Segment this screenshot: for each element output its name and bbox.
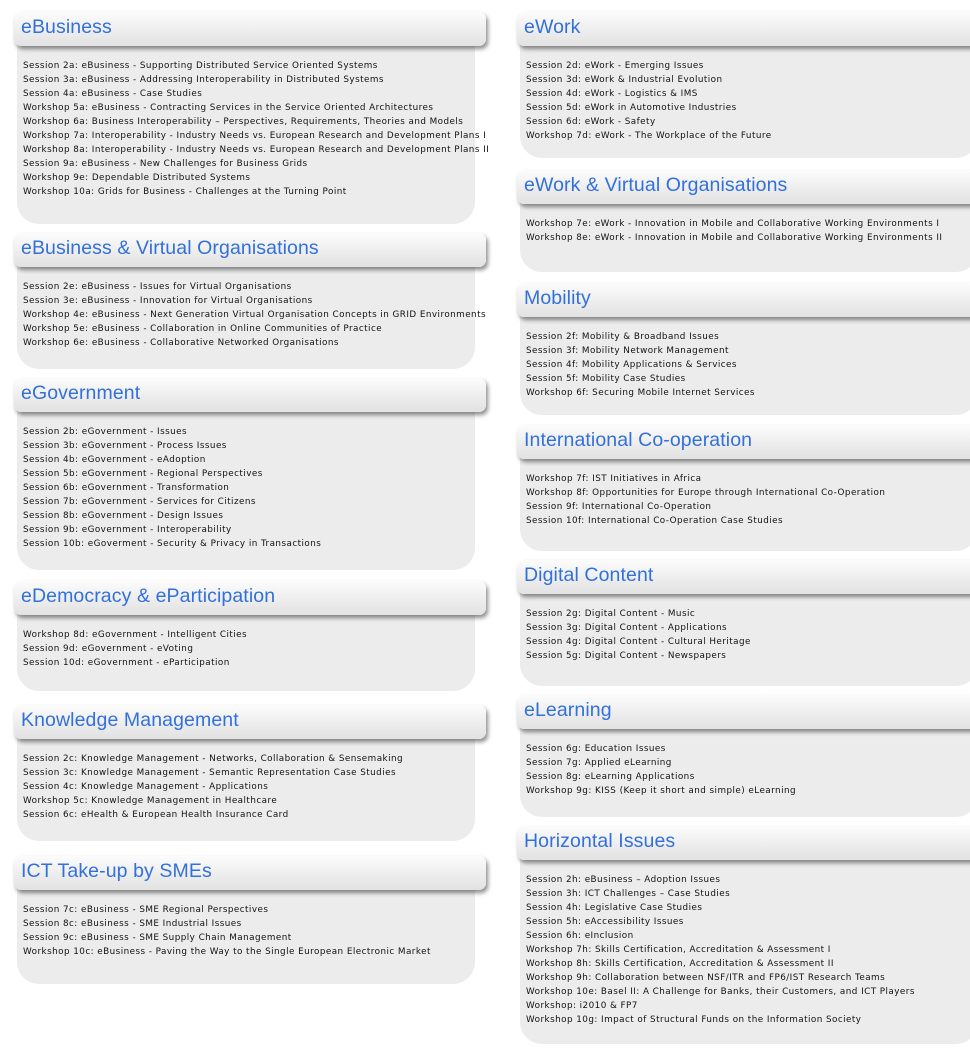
session-list xyxy=(23,59,489,199)
session-item[interactable]: Session 9f: International Co-Operation xyxy=(526,502,712,512)
panel-header[interactable] xyxy=(14,581,486,615)
panel-title: eBusiness xyxy=(21,16,112,38)
session-list xyxy=(526,873,915,1027)
panel-body xyxy=(520,852,970,1044)
panel-body xyxy=(17,882,475,984)
session-item[interactable]: Workshop 8d: eGovernment - Intelligent Cities xyxy=(23,630,248,640)
panel-header[interactable] xyxy=(517,12,970,46)
session-item[interactable]: Session 3c: Knowledge Management - Semantic Representation Case Studies xyxy=(23,768,396,778)
panel-body xyxy=(520,38,970,158)
panel-body xyxy=(17,404,475,570)
panel-header[interactable] xyxy=(517,560,970,594)
session-item[interactable]: Session 7b: eGovernment - Services for Citizens xyxy=(23,497,256,507)
panel-body xyxy=(520,309,970,415)
session-item[interactable]: Session 2c: Knowledge Management - Networks, Collaboration & Sensemaking xyxy=(23,754,404,764)
session-item[interactable]: Session 4b: eGovernment - eAdoption xyxy=(23,455,206,465)
session-item[interactable]: Session 7c: eBusiness - SME Regional Perspectives xyxy=(23,905,269,915)
panel-title: eBusiness & Virtual Organisations xyxy=(21,237,319,259)
session-item[interactable]: Session 3e: eBusiness - Innovation for Virtual Organisations xyxy=(23,296,313,306)
session-item[interactable]: Workshop 8e: eWork - Innovation in Mobile and Collaborative Working Environments II xyxy=(526,233,943,243)
session-item[interactable]: Workshop 4e: eBusiness - Next Generation Virtual Organisation Concepts in GRID Environments xyxy=(23,310,487,320)
panel-body xyxy=(17,259,487,369)
session-item[interactable]: Session 3b: eGovernment - Process Issues xyxy=(23,441,227,451)
session-item[interactable]: Session 4c: Knowledge Management - Applications xyxy=(23,782,269,792)
session-item[interactable]: Session 2h: eBusiness – Adoption Issues xyxy=(526,875,721,885)
panel-header[interactable] xyxy=(517,170,970,204)
session-item[interactable]: Session 5f: Mobility Case Studies xyxy=(526,374,686,384)
panel-header[interactable] xyxy=(14,233,486,267)
session-list xyxy=(526,217,942,245)
session-list xyxy=(23,752,403,822)
session-item[interactable]: Session 2a: eBusiness - Supporting Distributed Service Oriented Systems xyxy=(23,61,378,71)
session-item[interactable]: Session 2d: eWork - Emerging Issues xyxy=(526,61,704,71)
panel-header[interactable] xyxy=(14,705,486,739)
panel-title: International Co-operation xyxy=(524,429,753,451)
session-item[interactable]: Workshop 5a: eBusiness - Contracting Services in the Service Oriented Architectures xyxy=(23,103,434,113)
session-item[interactable]: Session 6b: eGovernment - Transformation xyxy=(23,483,230,493)
panel-header[interactable] xyxy=(517,826,970,860)
session-item[interactable]: Workshop 7a: Interoperability - Industry Needs vs. European Research and Development Plans I xyxy=(23,131,487,141)
session-item[interactable]: Workshop 10e: Basel II: A Challenge for Banks, their Customers, and ICT Players xyxy=(526,987,915,997)
session-item[interactable]: Session 2e: eBusiness - Issues for Virtual Organisations xyxy=(23,282,292,292)
session-item[interactable]: Workshop 5c: Knowledge Management in Healthcare xyxy=(23,796,278,806)
panel-title: Horizontal Issues xyxy=(524,830,676,852)
session-item[interactable]: Workshop 10c: eBusiness - Paving the Way to the Single European Electronic Market xyxy=(23,947,431,957)
session-item[interactable]: Session 3d: eWork & Industrial Evolution xyxy=(526,75,723,85)
panel-title: Mobility xyxy=(524,287,591,309)
session-item[interactable]: Workshop 5e: eBusiness - Collaboration in Online Communities of Practice xyxy=(23,324,383,334)
session-item[interactable]: Session 9c: eBusiness - SME Supply Chain Management xyxy=(23,933,292,943)
session-item[interactable]: Session 3h: ICT Challenges – Case Studies xyxy=(526,889,731,899)
session-list xyxy=(23,425,321,551)
session-item[interactable]: Workshop 6a: Business Interoperability – Perspectives, Requirements, Theories and Models xyxy=(23,117,464,127)
session-item[interactable]: Session 4d: eWork - Logistics & IMS xyxy=(526,89,698,99)
session-list xyxy=(23,280,486,350)
session-item[interactable]: Workshop 8h: Skills Certification, Accreditation & Assessment II xyxy=(526,959,834,969)
session-item[interactable]: Workshop 9e: Dependable Distributed Systems xyxy=(23,173,251,183)
panel-header[interactable] xyxy=(14,378,486,412)
session-item[interactable]: Session 5h: eAccessibility Issues xyxy=(526,917,684,927)
session-item[interactable]: Session 6d: eWork - Safety xyxy=(526,117,656,127)
session-item[interactable]: Session 7g: Applied eLearning xyxy=(526,758,672,768)
panel-header[interactable] xyxy=(517,283,970,317)
session-item[interactable]: Session 8b: eGovernment - Design Issues xyxy=(23,511,224,521)
panel-header[interactable] xyxy=(14,12,486,46)
session-item[interactable]: Session 4h: Legislative Case Studies xyxy=(526,903,703,913)
session-item[interactable]: Session 2g: Digital Content - Music xyxy=(526,609,696,619)
session-item[interactable]: Session 5b: eGovernment - Regional Perspectives xyxy=(23,469,263,479)
session-item[interactable]: Session 10b: eGoverment - Security & Privacy in Transactions xyxy=(23,539,322,549)
session-item[interactable]: Session 4f: Mobility Applications & Services xyxy=(526,360,737,370)
session-item[interactable]: Session 9b: eGovernment - Interoperability xyxy=(23,525,232,535)
session-item[interactable]: Workshop 6f: Securing Mobile Internet Services xyxy=(526,388,755,398)
panel-header[interactable] xyxy=(14,856,486,890)
panel-body xyxy=(520,721,970,817)
session-item[interactable]: Workshop 10g: Impact of Structural Funds on the Information Society xyxy=(526,1015,862,1025)
session-item[interactable]: Session 3g: Digital Content - Applications xyxy=(526,623,728,633)
session-list xyxy=(526,330,755,400)
session-item[interactable]: Workshop 8a: Interoperability - Industry Needs vs. European Research and Development Plans II xyxy=(23,145,490,155)
panel-body xyxy=(17,731,475,841)
panel-title: eWork & Virtual Organisations xyxy=(524,174,788,196)
session-item[interactable]: Workshop 7f: IST Initiatives in Africa xyxy=(526,474,702,484)
session-item[interactable]: Workshop 10a: Grids for Business - Challenges at the Turning Point xyxy=(23,187,347,197)
panel-title: eWork xyxy=(524,16,581,38)
session-list xyxy=(526,607,751,663)
session-item[interactable]: Session 8c: eBusiness - SME Industrial Issues xyxy=(23,919,242,929)
session-item[interactable]: Session 2f: Mobility & Broadband Issues xyxy=(526,332,720,342)
panel-body xyxy=(520,451,970,551)
session-item[interactable]: Session 9a: eBusiness - New Challenges for Business Grids xyxy=(23,159,308,169)
session-item[interactable]: Workshop 8f: Opportunities for Europe through International Co-Operation xyxy=(526,488,886,498)
panel-title: Knowledge Management xyxy=(21,709,239,731)
session-item[interactable]: Session 10f: International Co-Operation Case Studies xyxy=(526,516,784,526)
session-item[interactable]: Session 3f: Mobility Network Management xyxy=(526,346,729,356)
session-item[interactable]: Session 9d: eGovernment - eVoting xyxy=(23,644,194,654)
session-item[interactable]: Workshop 9g: KISS (Keep it short and simple) eLearning xyxy=(526,786,797,796)
panel-title: ICT Take-up by SMEs xyxy=(21,860,212,882)
session-item[interactable]: Workshop 7e: eWork - Innovation in Mobile and Collaborative Working Environments I xyxy=(526,219,940,229)
session-item[interactable]: Session 4g: Digital Content - Cultural Heritage xyxy=(526,637,751,647)
panel-body xyxy=(17,38,490,224)
session-list xyxy=(23,903,431,959)
session-item[interactable]: Workshop 7d: eWork - The Workplace of the Future xyxy=(526,131,772,141)
panel-header[interactable] xyxy=(517,695,970,729)
panel-title: eLearning xyxy=(524,699,612,721)
session-list xyxy=(526,742,796,798)
panel-title: Digital Content xyxy=(524,564,654,586)
session-item[interactable]: Session 8g: eLearning Applications xyxy=(526,772,695,782)
panel-header[interactable] xyxy=(517,425,970,459)
session-item[interactable]: Workshop 7h: Skills Certification, Accreditation & Assessment I xyxy=(526,945,831,955)
panel-title: eDemocracy & eParticipation xyxy=(21,585,276,607)
session-list xyxy=(526,472,885,528)
session-list xyxy=(526,59,772,143)
session-item[interactable]: Session 4a: eBusiness - Case Studies xyxy=(23,89,203,99)
session-item[interactable]: Session 5d: eWork in Automotive Industries xyxy=(526,103,737,113)
session-item[interactable]: Session 6g: Education Issues xyxy=(526,744,666,754)
session-list xyxy=(23,628,247,670)
session-item[interactable]: Session 10d: eGovernment - eParticipation xyxy=(23,658,230,668)
panel-body xyxy=(17,607,475,691)
session-item[interactable]: Workshop 6e: eBusiness - Collaborative Networked Organisations xyxy=(23,338,339,348)
session-item[interactable]: Session 3a: eBusiness - Addressing Interoperability in Distributed Systems xyxy=(23,75,384,85)
session-item[interactable]: Session 2b: eGovernment - Issues xyxy=(23,427,188,437)
session-item[interactable]: Session 6c: eHealth & European Health Insurance Card xyxy=(23,810,289,820)
session-item[interactable]: Workshop: i2010 & FP7 xyxy=(526,1001,638,1011)
panel-title: eGovernment xyxy=(21,382,141,404)
session-item[interactable]: Session 6h: eInclusion xyxy=(526,931,634,941)
session-item[interactable]: Session 5g: Digital Content - Newspapers xyxy=(526,651,727,661)
panel-body xyxy=(520,196,970,272)
session-item[interactable]: Workshop 9h: Collaboration between NSF/ITR and FP6/IST Research Teams xyxy=(526,973,886,983)
panel-body xyxy=(520,586,970,686)
